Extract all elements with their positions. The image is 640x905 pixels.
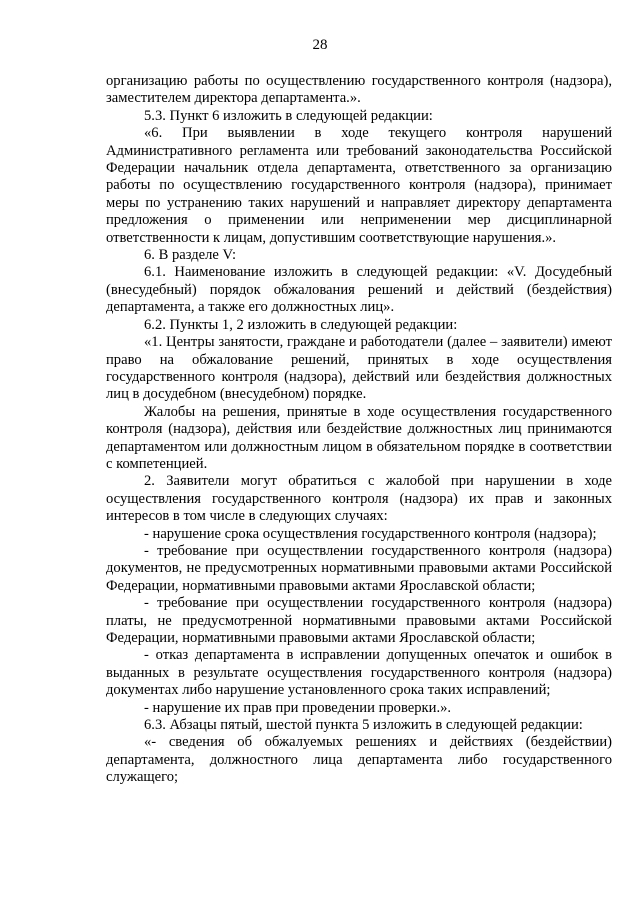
paragraph-4: 6. В разделе V:: [144, 247, 237, 264]
paragraph-8: Жалобы на решения, принятые в ходе осуществления государственного контроля (надзора), действия или бездействие должностных лиц принимаются департаментом или должностным лицом в обязательном порядке в соответствии с компетенцией.: [106, 403, 612, 472]
paragraph-3: «6. При выявлении в ходе текущего контроля нарушений Административного регламента или требований законодательства Российской Федерации начальник отдела департамента, ответственного за организацию работы по осуществлению государственного контроля (надзора), принимает меры по устранению таких нарушений и направляет директору департамента предложения о применении или неприменении мер дисциплинарной ответственности к лицам, допустившим соответствующие нарушения.».: [106, 125, 612, 246]
paragraph-7: «1. Центры занятости, граждане и работодатели (далее – заявители) имеют право на обжалование решений, принятых в ходе осуществления государственного контроля (надзора), действий или бездействия должностных лиц в досудебном (внесудебном) порядке.: [106, 334, 612, 403]
page-number: 28: [312, 37, 328, 53]
paragraph-16: «- сведения об обжалуемых решениях и действиях (бездействии) департамента, должностного лица департамента либо государственного служащего;: [106, 734, 612, 786]
paragraph-5: 6.1. Наименование изложить в следующей редакции: «V. Досудебный (внесудебный) порядок обжалования решений и действий (бездействия) департамента, а также его должностных лиц».: [106, 264, 612, 316]
paragraph-10: - нарушение срока осуществления государственного контроля (надзора);: [144, 525, 597, 542]
paragraph-1: организацию работы по осуществлению государственного контроля (надзора), заместителем директора департамента.».: [106, 73, 612, 107]
document-body: [106, 73, 612, 787]
paragraph-9: 2. Заявители могут обратиться с жалобой при нарушении в ходе осуществления государственного контроля (надзора) их прав и законных интересов в том числе в следующих случаях:: [106, 473, 612, 525]
paragraph-15: 6.3. Абзацы пятый, шестой пункта 5 изложить в следующей редакции:: [144, 717, 583, 734]
paragraph-14: - нарушение их прав при проведении проверки.».: [144, 699, 452, 716]
paragraph-11: - требование при осуществлении государственного контроля (надзора) документов, не предусмотренных нормативными правовыми актами Российской Федерации, нормативными правовыми актами Ярославской области;: [106, 542, 612, 594]
paragraph-12: - требование при осуществлении государственного контроля (надзора) платы, не предусмотренной нормативными правовыми актами Российской Федерации, нормативными правовыми актами Ярославской области;: [106, 595, 612, 646]
paragraph-6: 6.2. Пункты 1, 2 изложить в следующей редакции:: [144, 316, 458, 333]
paragraph-13: - отказ департамента в исправлении допущенных опечаток и ошибок в выданных в результате осуществления государственного контроля (надзора) документах либо нарушение установленного срока таких исправлений;: [106, 647, 612, 699]
paragraph-2: 5.3. Пункт 6 изложить в следующей редакции:: [144, 107, 433, 124]
